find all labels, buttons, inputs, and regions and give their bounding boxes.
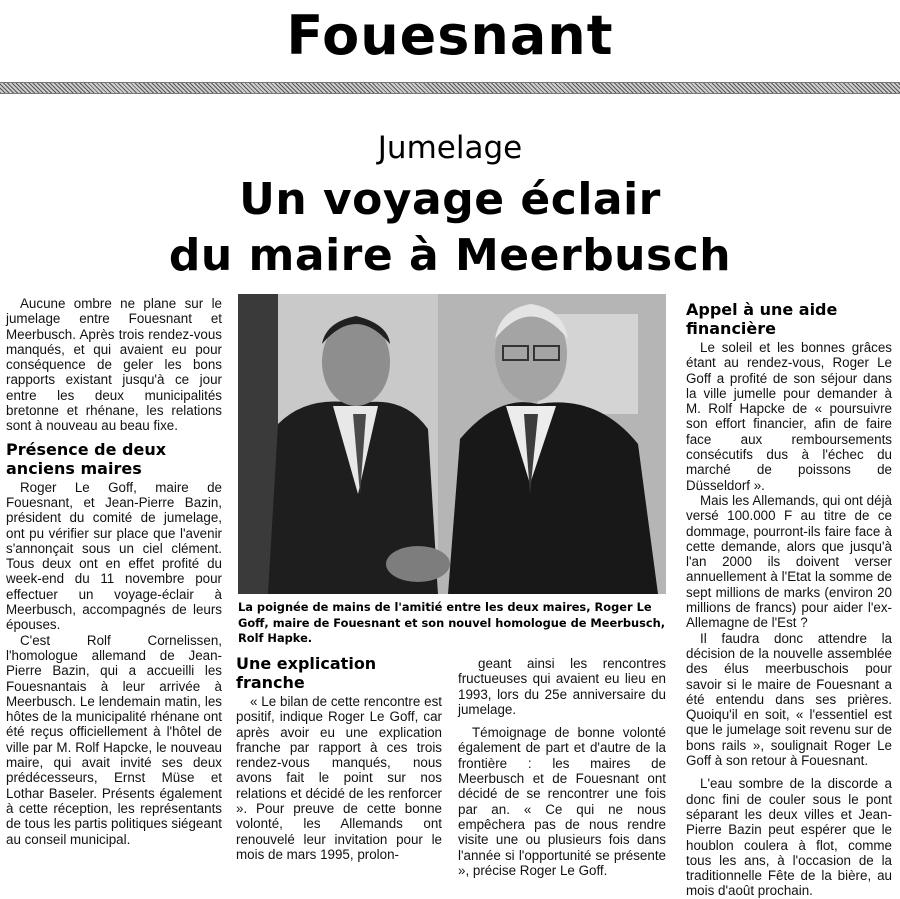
- paragraph: Le soleil et les bonnes grâces étant au rendez-vous, Roger Le Goff a profité de son séjour dans la ville jumelle pour demander à M. Rolf Hapcke de « poursuivre son effort financier, afin de faire face aux remboursements consécutifs dus à l'échec du marché de poissons de Düsseldorf ».: [686, 340, 892, 493]
- column-3: [458, 656, 666, 878]
- subheading-explication: Une explication franche: [236, 654, 377, 692]
- paragraph: Mais les Allemands, qui ont déjà versé 100.000 F au titre de ce dommage, pourront-ils faire face à cette demande, alors que jusqu'à l'an 2000 ils doivent verser annuellement à l'Etat la somme de sept millions de marks (environ 20 millions de francs) pour aider l'ex-Allemagne de l'Est ?: [686, 492, 892, 631]
- photo-handshake: [238, 294, 666, 594]
- paragraph: « Le bilan de cette rencontre est positif, indique Roger Le Goff, car après avoir eu une explication franche par rapport à ces trois rendez-vous manqués, nous avons fait le point sur nos relations et décidé de les renforcer ». Pour preuve de cette bonne volonté, les Allemands ont renouvelé leur invitation pour le mois de mars 1995, prolon-: [236, 694, 442, 862]
- column-4: [686, 300, 892, 899]
- subheading-presence: Présence de deux anciens maires: [6, 439, 167, 478]
- photo-caption: La poignée de mains de l'amitié entre les deux maires, Roger Le Goff, maire de Fouesnant et son nouvel homologue de Meerbusch, Rolf Hapke.: [238, 600, 666, 645]
- section-title: Fouesnant: [286, 4, 614, 67]
- paragraph: C'est Rolf Cornelissen, l'homologue allemand de Jean-Pierre Bazin, qui a accueilli les Fouesnantais à leur arrivée à Meerbusch. Le lendemain matin, les hôtes de la municipalité rhénane ont été reçus officiellement à l'hôtel de ville par M. Rolf Hapcke, le nouveau maire, qui avait invité ses deux prédécesseurs, Ernst Müse et Lothar Baseler. Présents également à cette réception, les représentants de tous les partis politiques siégeant au conseil municipal.: [6, 632, 222, 847]
- headline-line-1: Un voyage éclair: [239, 174, 661, 225]
- paragraph: L'eau sombre de la discorde a donc fini de couler sous le pont séparant les deux villes et Jean-Pierre Bazin peut espérer que le houblon coulera à flot, comme tous les ans, à l'occasion de la traditionnelle Fête de la bière, au mois d'août prochain.: [686, 776, 892, 899]
- intro-paragraph: Aucune ombre ne plane sur le jumelage entre Fouesnant et Meerbusch. Après trois rendez-vous manqués, et qui avaient eu pour conséquence de geler les bons rapports existant jusqu'à ce jour entre les deux municipalités bretonne et rhénane, les relations sont à nouveau au beau fixe.: [6, 296, 222, 434]
- kicker: Jumelage: [377, 130, 523, 166]
- paragraph: Témoignage de bonne volonté également de part et d'autre de la frontière : les maires de Meerbusch et de Fouesnant ont décidé de se rencontrer une fois par an. « Ce qui ne nous empêchera pas de nous rendre visite une ou plusieurs fois dans l'année si l'opportunité se présente », précise Roger Le Goff.: [458, 725, 666, 878]
- column-1: [6, 296, 222, 847]
- headline: [120, 172, 780, 284]
- photo-illustration: [238, 294, 666, 594]
- section-rule: [0, 82, 900, 94]
- headline-line-2: du maire à Meerbusch: [168, 230, 732, 281]
- paragraph: Il faudra donc attendre la décision de la nouvelle assemblée des élus meerbuschois pour savoir si le maire de Fouesnant a été entendu dans ses prières. Quoiqu'il en soit, « l'essentiel est que le jumelage soit revenu sur de bons rails », soulignait Roger Le Goff à son retour à Fouesnant.: [686, 630, 892, 769]
- subheading-appel: Appel à une aide financière: [686, 300, 838, 338]
- paragraph: Roger Le Goff, maire de Fouesnant, et Jean-Pierre Bazin, président du comité de jumelage, ont pu vérifier sur place que l'avenir s'annonçait sous un ciel clément. Tous deux ont en effet profité du week-end du 11 novembre pour effectuer un voyage-éclair à Meerbusch, accompagnés de leurs épouses.: [6, 479, 222, 633]
- paragraph: geant ainsi les rencontres fructueuses qui avaient eu lieu en 1993, lors du 25e anniversaire du jumelage.: [458, 656, 666, 717]
- column-2: [236, 654, 442, 862]
